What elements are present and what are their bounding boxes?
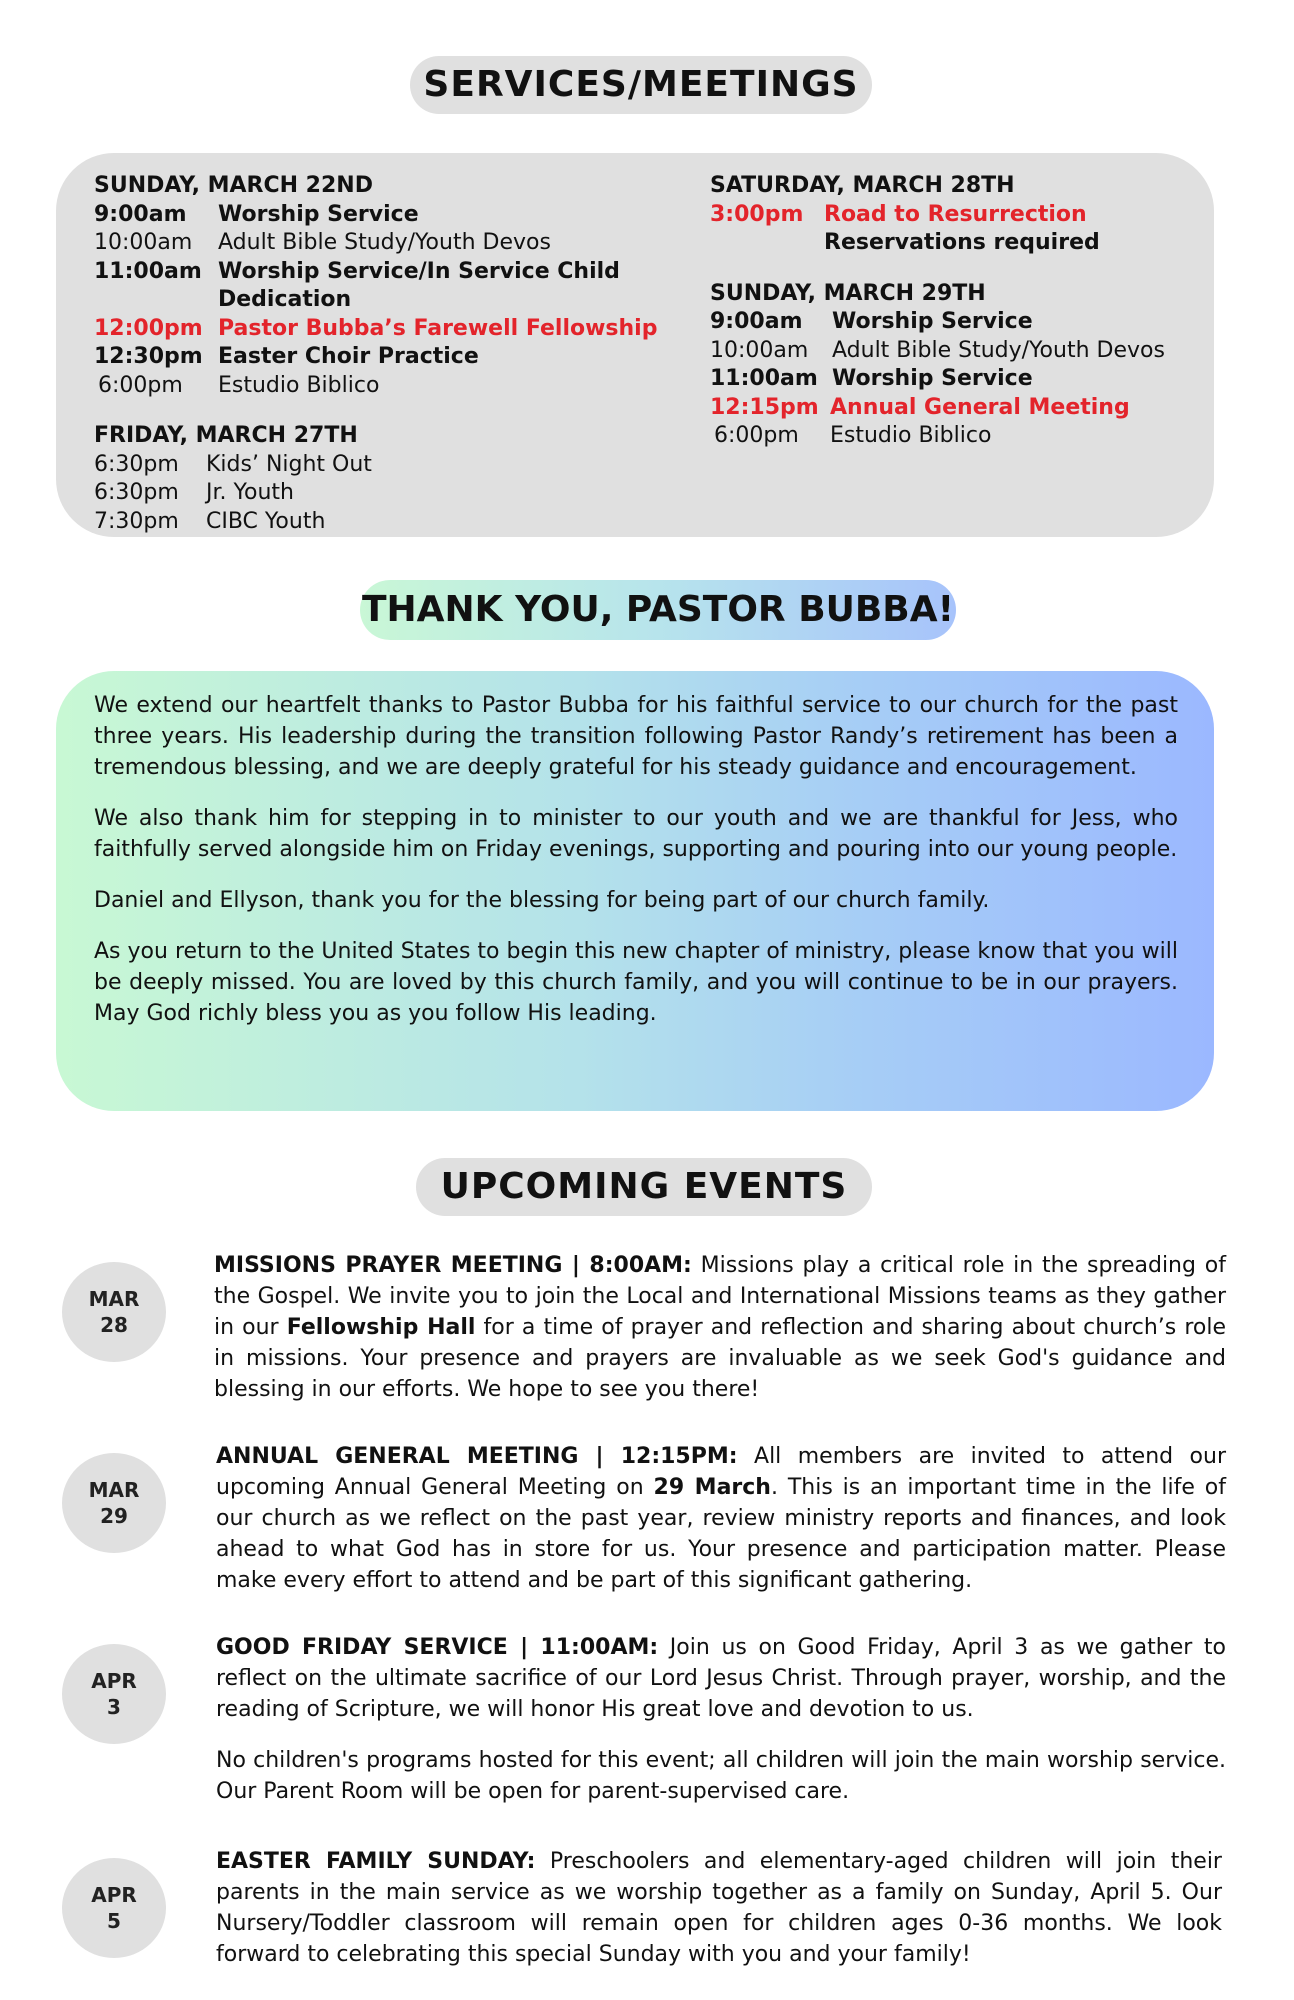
event-emphasis: 29 March xyxy=(653,1475,771,1500)
schedule-row xyxy=(710,365,1165,394)
event-name: Estudio Biblico xyxy=(830,423,992,448)
event-name: Worship Service xyxy=(832,309,1033,334)
day-heading: FRIDAY, MARCH 27TH xyxy=(94,423,358,448)
schedule-row-continued xyxy=(710,229,1165,258)
time: 3:00pm xyxy=(710,201,804,227)
schedule-row xyxy=(710,422,1165,451)
time: 9:00am xyxy=(94,201,187,227)
date-month: MAR xyxy=(88,1287,140,1311)
event-name: Adult Bible Study/Youth Devos xyxy=(832,337,1165,363)
event-text: Preschoolers and elementary-aged children will join their parents in the main service as we worship together as a family on Sunday, April 5. Our Nursery/Toddler classroom will remain open for children ages 0-36 months. We look forward to celebrating this special Sunday with you and your family! xyxy=(216,1849,1222,1967)
event-emphasis: Fellowship Hall xyxy=(286,1315,476,1340)
event-name: Kids’ Night Out xyxy=(206,451,372,477)
services-heading: SERVICES/MEETINGS xyxy=(410,56,872,114)
schedule-row-continued xyxy=(94,286,657,315)
time: 12:00pm xyxy=(94,315,203,341)
schedule-left-column xyxy=(94,172,657,536)
event-description xyxy=(216,1441,1226,1616)
event-note: No children's programs hosted for this event; all children will join the main worship service. Our Parent Room will be open for parent-supervised care. xyxy=(216,1748,1226,1804)
event-name: Road to Resurrection xyxy=(824,201,1087,227)
thanks-paragraph: As you return to the United States to begin this new chapter of ministry, please know that you will be deeply missed. You are loved by this church family, and you will continue to be in our prayers. May God richly bless you as you follow His leading. xyxy=(94,939,1178,1026)
date-day: 5 xyxy=(107,1909,121,1933)
event-heading: EASTER FAMILY SUNDAY: xyxy=(216,1849,536,1874)
time: 10:00am xyxy=(710,337,809,363)
thanks-heading: THANK YOU, PASTOR BUBBA! xyxy=(360,580,956,640)
event-name: Worship Service xyxy=(218,201,419,227)
date-badge xyxy=(62,1453,166,1553)
events-heading: UPCOMING EVENTS xyxy=(416,1158,872,1216)
schedule-row xyxy=(94,508,657,537)
schedule-row xyxy=(94,372,657,401)
time: 6:30pm xyxy=(94,480,179,505)
schedule-row xyxy=(94,451,657,480)
time: 11:00am xyxy=(94,258,202,284)
time: 6:00pm xyxy=(714,423,799,448)
date-month: MAR xyxy=(88,1478,140,1502)
event-text: . This is an important time in the life of our church as we reflect on the past year, review ministry reports and finances, and look ahead to what God has in store for us. Your presence and participation matter. Please make every effort to attend and be part of this significant gathering. xyxy=(216,1475,1227,1593)
time: 6:00pm xyxy=(98,372,183,398)
event-heading: GOOD FRIDAY SERVICE | 11:00AM: xyxy=(216,1635,659,1660)
day-heading: SUNDAY, MARCH 29TH xyxy=(710,280,986,306)
event-description xyxy=(214,1250,1226,1425)
date-badge xyxy=(62,1262,166,1362)
time: 9:00am xyxy=(710,309,803,334)
event-name-continued: Dedication xyxy=(218,287,352,312)
thanks-panel xyxy=(56,671,1214,1111)
day-heading: SUNDAY, MARCH 22ND xyxy=(94,173,373,198)
time: 10:00am xyxy=(94,230,193,255)
schedule-row xyxy=(94,343,657,372)
date-badge xyxy=(62,1644,166,1744)
event-description xyxy=(216,1632,1226,1827)
date-day: 3 xyxy=(107,1695,121,1719)
thanks-paragraph: We extend our heartfelt thanks to Pastor Bubba for his faithful service to our church for the past three years. His leadership during the transition following Pastor Randy’s retirement has been a tremendous blessing, and we are deeply grateful for his steady guidance and encouragement. xyxy=(94,693,1178,780)
thanks-paragraph: Daniel and Ellyson, thank you for the blessing for being part of our church family. xyxy=(94,888,990,913)
schedule-row-highlight xyxy=(710,394,1165,423)
time: 7:30pm xyxy=(94,508,179,534)
schedule-row xyxy=(94,201,657,230)
event-name: Estudio Biblico xyxy=(218,372,380,398)
time: 12:30pm xyxy=(94,344,203,369)
thanks-paragraph: We also thank him for stepping in to minister to our youth and we are thankful for Jess, who faithfully served alongside him on Friday evenings, supporting and pouring into our young people. xyxy=(94,806,1178,862)
time: 12:15pm xyxy=(710,394,819,420)
time: 6:30pm xyxy=(94,451,179,477)
event-text: Missions play a critical role in the spreading of the Gospel. We invite you to join the Local and International Missions teams as they gather in our xyxy=(214,1253,1226,1340)
event-text: for a time of prayer and reflection and sharing about church’s role in missions. Your presence and prayers are invaluable as we seek God's guidance and blessing in our efforts. We hope to see you there! xyxy=(214,1315,1226,1402)
schedule-row-highlight xyxy=(94,315,657,344)
event-name: CIBC Youth xyxy=(206,508,326,534)
event-name: Worship Service xyxy=(832,366,1033,391)
date-month: APR xyxy=(91,1669,137,1693)
schedule-right-column xyxy=(710,172,1165,451)
schedule-row-highlight xyxy=(710,201,1165,230)
event-name: Pastor Bubba’s Farewell Fellowship xyxy=(218,315,658,341)
event-heading: ANNUAL GENERAL MEETING | 12:15PM: xyxy=(216,1444,738,1469)
schedule-row xyxy=(94,258,657,287)
day-heading: SATURDAY, MARCH 28TH xyxy=(710,173,1015,198)
event-description xyxy=(216,1846,1222,1990)
event-name: Jr. Youth xyxy=(206,480,294,505)
event-name: Easter Choir Practice xyxy=(218,344,479,369)
schedule-row xyxy=(94,229,657,258)
date-day: 28 xyxy=(100,1313,128,1337)
event-text: Join us on Good Friday, April 3 as we gather to reflect on the ultimate sacrifice of our Lord Jesus Christ. Through prayer, worship, and the reading of Scripture, we will honor His great love and devotion to us. xyxy=(216,1635,1226,1722)
date-day: 29 xyxy=(100,1504,128,1528)
event-name: Worship Service/In Service Child xyxy=(218,258,620,284)
schedule-row xyxy=(710,308,1165,337)
event-name: Annual General Meeting xyxy=(830,394,1130,420)
event-note: Reservations required xyxy=(824,230,1100,255)
time: 11:00am xyxy=(710,366,818,391)
date-month: APR xyxy=(91,1883,137,1907)
event-name: Adult Bible Study/Youth Devos xyxy=(218,230,551,255)
schedule-row xyxy=(710,337,1165,366)
schedule-row xyxy=(94,479,657,508)
event-text: All members are invited to attend our upcoming Annual General Meeting on xyxy=(216,1444,1226,1500)
event-heading: MISSIONS PRAYER MEETING | 8:00AM: xyxy=(214,1253,692,1278)
date-badge xyxy=(62,1858,166,1958)
